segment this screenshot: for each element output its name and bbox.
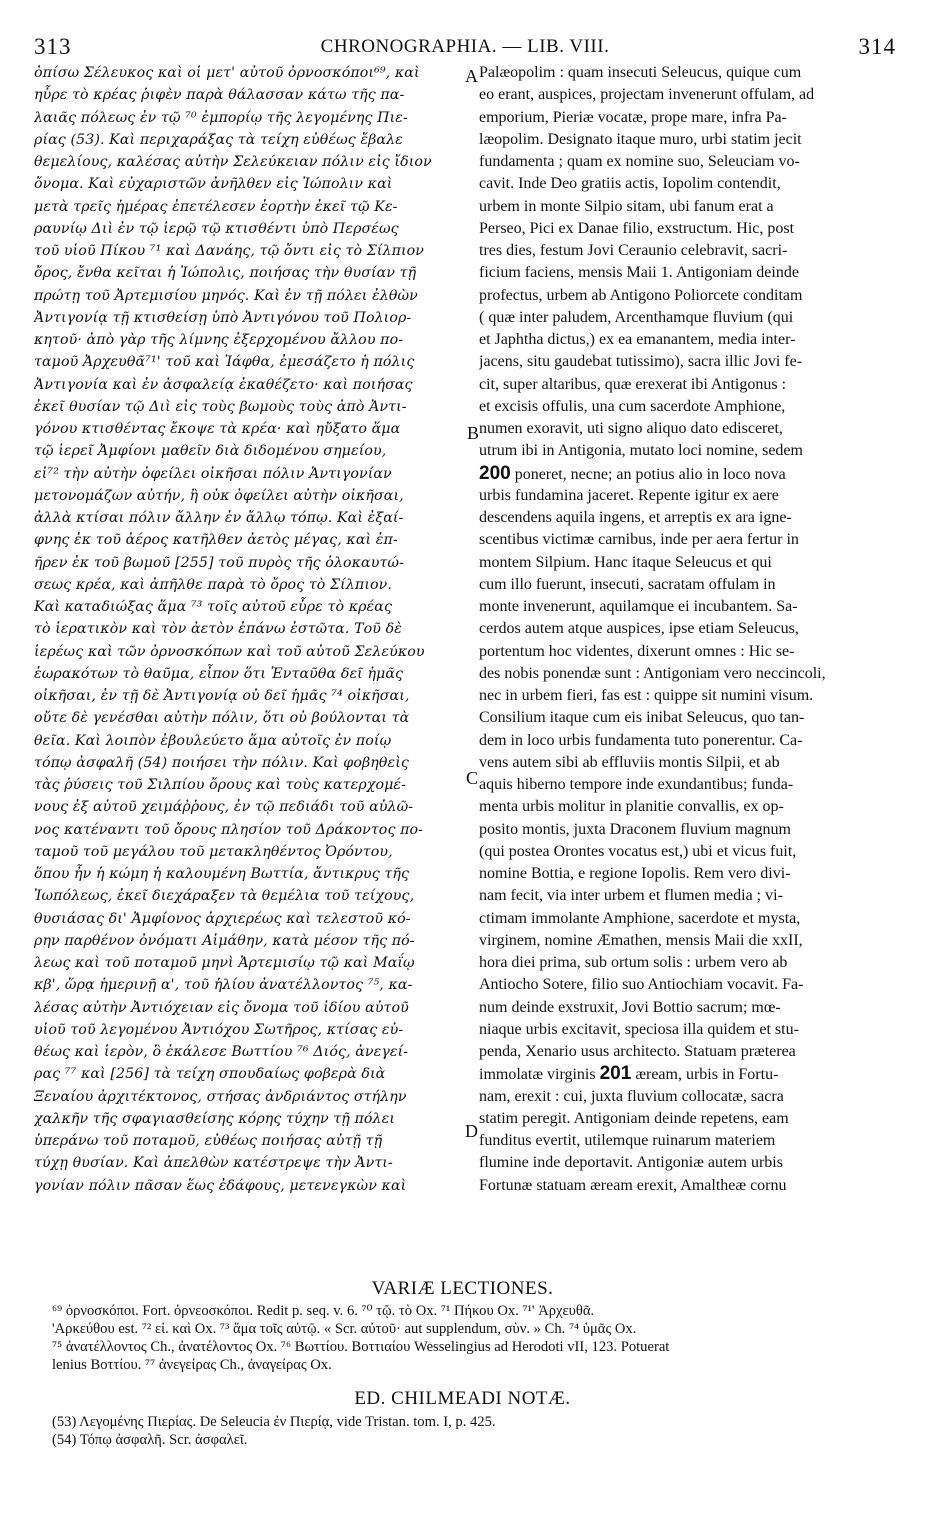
latin-text-line: flumine inde deportavit. Antigoniæ autem urbis <box>479 1154 783 1172</box>
greek-text-line: ὄρος, ἔνθα κεῖται ἡ Ἰώπολις, ποιήσας τὴν θυσίαν τῇ <box>34 265 417 282</box>
latin-text-line: emporium, Pieriæ vocatæ, prope mare, infra Pa- <box>479 108 787 126</box>
latin-text-line: niaque urbis excitavit, speciosa illa quidem et stu- <box>479 1020 799 1038</box>
greek-text-line: τύχῃ θυσίαν. Καὶ ἀπελθὼν κατέστρεψε τὴν Ἀντι- <box>34 1155 393 1172</box>
latin-text-line: læopolim. Designato itaque muro, urbi statim jecit <box>479 130 802 148</box>
variant-reading-line: 'Αρκεύθου est. ⁷² εἰ. καὶ Ox. ⁷³ ἅμα τοῖς αὐτῷ. « Scr. αὐτοῦ· aut supplendum, σὺν. » Ch. ⁷⁴ ὑμᾶς Ox. <box>52 1321 637 1337</box>
greek-text-line: ηὗρε τὸ κρέας ῥιφὲν παρὰ θάλασσαν κάτω τῆς πα- <box>34 87 405 104</box>
latin-text-line: nec in urbem fieri, fas est : quippe sit numini visum. <box>479 687 814 704</box>
latin-text-line: Perseo, Pici ex Danae filio, exstructum. Hic, post <box>479 219 795 237</box>
latin-text-line: hora diei prima, sub ortum solis : urbem vero ab <box>479 954 788 971</box>
latin-text-line: ( quæ inter paludem, Arcenthamque fluvium (qui <box>479 308 794 326</box>
greek-text-line: τῷ ἱερεῖ Ἀμφίονι μαθεῖν διὰ διδομένου σημείου, <box>34 443 387 460</box>
page-number-mark: 201 <box>599 1063 632 1085</box>
greek-text-line: ὄνομα. Καὶ εὐχαριστῶν ἀνῆλθεν εἰς Ἰώπολιν καὶ <box>34 176 393 193</box>
greek-text-line: νους ἐξ αὐτοῦ χειμάῤῥους, ἐν τῷ πεδιάδι τοῦ αὐλῶ- <box>34 799 414 816</box>
latin-text-line: num deinde exstruxit, Jovi Bottio sacrum; mœ- <box>479 998 781 1016</box>
greek-text-line: ἀλλὰ κτίσαι πόλιν ἄλλην ἐν ἄλλῳ τόπῳ. Καὶ ἐξαί- <box>34 510 404 526</box>
greek-text-line: ἑωρακότων τὸ θαῦμα, εἶπον ὅτι Ἐνταῦθα δεῖ ἡμᾶς <box>34 665 404 682</box>
greek-text-line: ἐκεῖ θυσίαν τῷ Διὶ εἰς τοὺς βωμοὺς τοὺς ἀπὸ Ἀντι- <box>34 398 407 415</box>
latin-text-line: virginem, nomine Æmathen, mensis Maii die xxII, <box>479 931 803 949</box>
latin-text-line: cum illo fuerunt, insecuti, sacratam offulam in <box>479 575 776 593</box>
greek-text-line: σεως κρέα, καὶ ἀπῆλθε παρὰ τὸ ὄρος τὸ Σίλπιον. <box>34 576 392 593</box>
greek-text-line: μετονομάζων αὐτήν, ἢ οὐκ ὀφείλει αὐτὴν οἰκῆσαι, <box>34 487 404 504</box>
greek-text-line: τοῦ υἱοῦ Πίκου ⁷¹ καὶ Δανάης, τῷ ὄντι εἰς τὸ Σίλπιον <box>34 243 425 259</box>
latin-text-line: immolatæ virginis 201 æream, urbis in Fortu- <box>479 1063 779 1085</box>
greek-text-line: ρας ⁷⁷ καὶ [256] τὰ τείχη σπουδαίως φοβερὰ διὰ <box>34 1066 386 1083</box>
latin-text-line: 200 poneret, necne; an potius alio in loco nova <box>479 462 786 484</box>
greek-text-line: πρώτῃ τοῦ Ἀρτεμισίου μηνός. Καὶ ἐν τῇ πόλει ἐλθὼν <box>34 287 418 304</box>
column-marker-d: D <box>465 1121 478 1141</box>
latin-text-line: et excisis offulis, una cum sacerdote Amphione, <box>479 397 786 415</box>
left-page-number: 313 <box>34 34 72 59</box>
variant-reading-line: lenius Βοττίου. ⁷⁷ ἀνεγείρας Ch., ἀναγείρας Ox. <box>52 1357 332 1373</box>
latin-text-line: descendens aquila ingens, et arreptis ex ara igne- <box>479 509 792 526</box>
latin-text-line: funditus evertit, utilemque ruinarum materiem <box>479 1132 776 1149</box>
latin-text-line: dem in loco urbis fundamenta tuto ponerentur. Ca- <box>479 731 803 749</box>
greek-text-line: νος κατέναντι τοῦ ὄρους πλησίον τοῦ Δράκοντος πο- <box>34 821 424 838</box>
greek-text-line: ραυνίῳ Διὶ ἐν τῷ ἱερῷ τῷ κτισθέντι ὑπὸ Περσέως <box>34 220 399 237</box>
greek-text-line: οἰκῆσαι, ἐν τῇ δὲ Ἀντιγονίᾳ οὐ δεῖ ἡμᾶς ⁷⁴ οἰκῆσαι, <box>34 688 410 704</box>
latin-text-line: Antiocho Sotere, filio suo Antiochiam vocavit. Fa- <box>479 976 804 994</box>
greek-text-line: μετὰ τρεῖς ἡμέρας ἐπετέλεσεν ἑορτὴν ἐκεῖ τῷ Κε- <box>34 198 398 215</box>
latin-text-line: tres dies, festum Jovi Ceraunio celebravit, sacri- <box>479 242 788 259</box>
latin-text-line: utrum ibi in Antigonia, mutato loci nomine, sedem <box>479 442 803 460</box>
greek-text-line: Ἰωπόλεως, ἐκεῖ διεχάραξεν τὰ θεμέλια τοῦ τείχους, <box>34 888 415 905</box>
greek-text-line: Ἀντιγονία καὶ ἐν ἀσφαλείᾳ ἐκαθέζετο· καὶ ποιήσας <box>34 376 413 393</box>
greek-text-line: λεως καὶ τοῦ ποταμοῦ μηνὶ Ἀρτεμισίῳ τῷ καὶ Μαΐῳ <box>34 955 415 971</box>
greek-text-line: Καὶ καταδιώξας ἅμα ⁷³ τοῖς αὐτοῦ εὗρε τὸ κρέας <box>34 599 392 615</box>
column-marker-a: A <box>465 66 478 86</box>
latin-text-line: cavit. Inde Deo gratiis actis, Iopolim contendit, <box>479 175 781 193</box>
latin-text-line: aquis hiberno tempore inde exundantibus; funda- <box>479 776 794 793</box>
greek-text-line: υἱοῦ τοῦ λεγομένου Ἀντιόχου Σωτῆρος, κτίσας εὐ- <box>34 1021 404 1038</box>
chilmead-notes-title: ED. CHILMEADI NOTÆ. <box>354 1388 571 1409</box>
latin-text-line: nam, erexit : cui, juxta fluvium collocatæ, sacra <box>479 1087 784 1105</box>
greek-text-line: θέως καὶ ἱερὸν, ὃ ἐκάλεσε Βωττίου ⁷⁶ Διός, ἀνεγεί- <box>34 1044 409 1060</box>
latin-text-line: cit, super altaribus, quæ erexerat ibi Antigonus : <box>479 375 787 393</box>
greek-text-line: χαλκῆν τῆς σφαγιασθείσης κόρης τύχην τῇ πόλει <box>34 1110 396 1127</box>
latin-text-line: fundamenta ; quam ex nomine suo, Seleuciam vo- <box>479 153 800 170</box>
latin-text-line: nam fecit, via inter urbem et flumen media ; vi- <box>479 887 783 905</box>
latin-text-line: et Japhtha dictus,) ex ea emanantem, media inter- <box>479 331 796 348</box>
greek-text-line: θυσιάσας δι' Ἀμφίονος ἀρχιερέως καὶ τελεστοῦ κό- <box>34 910 411 927</box>
latin-text-line: menta urbis molitur in planitie convallis, ex op- <box>479 798 784 816</box>
latin-text-line: urbis fundamina jaceret. Repente igitur ex aere <box>479 486 779 504</box>
greek-text-line: ταμοῦ τοῦ μεγάλου τοῦ μετακληθέντος Ὀρόντου, <box>34 843 393 860</box>
greek-text-line: ῆρεν ἐκ τοῦ βωμοῦ [255] τοῦ πυρὸς τῆς ὁλοκαυτώ- <box>34 554 404 571</box>
latin-text-line: Fortunæ statuam æream erexit, Amaltheæ cornu <box>479 1176 787 1194</box>
greek-text-column <box>34 62 462 1197</box>
latin-text-line: Palæopolim : quam insecuti Seleucus, quique cum <box>479 64 802 81</box>
greek-text-line: κητοῦ· ἀπὸ γὰρ τῆς λίμνης ἐξερχομένου ἄλλου πο- <box>34 332 404 348</box>
latin-text-line: ficium faciens, mensis Maii 1. Antigoniam deinde <box>479 264 799 282</box>
greek-text-line: οὔτε δὲ γενέσθαι αὐτὴν πόλιν, ὅτι οὐ βούλονται τὰ <box>34 710 410 727</box>
greek-text-line: θεμελίους, καλέσας αὐτὴν Σελεύκειαν πόλιν εἰς ἴδιον <box>34 154 432 170</box>
latin-text-line: urbem in monte Silpio sitam, ubi fanum erat a <box>479 197 774 215</box>
column-marker-c: C <box>466 768 479 788</box>
editor-note-line: (54) Τόπῳ ἀσφαλῆ. Scr. ἀσφαλεῖ. <box>52 1432 248 1448</box>
variant-reading-line: ⁶⁹ ὀρνοσκόποι. Fort. ὀρνεοσκόποι. Redit p. seq. v. 6. ⁷⁰ τῷ. τὸ Ox. ⁷¹ Πήκου Ox. ⁷¹' Ἀρχευθᾶ. <box>52 1303 595 1319</box>
latin-text-line: penda, Xenario usus architecto. Statuam præterea <box>479 1043 796 1060</box>
chilmead-notes <box>52 1413 897 1449</box>
right-page-number: 314 <box>858 34 896 59</box>
variae-lectiones-title: VARIÆ LECTIONES. <box>371 1278 554 1299</box>
latin-text-line: numen exoravit, uti signo aliquo dato edisceret, <box>479 420 783 437</box>
greek-text-line: εἰ⁷² τὴν αὐτὴν ὀφείλει οἰκῆσαι πόλιν Ἀντιγονίαν <box>34 465 392 482</box>
latin-text-line: vens autem sibi ab effluviis montis Silpii, et ab <box>479 753 780 771</box>
column-marker-b: B <box>467 423 480 443</box>
latin-text-line: nomine Bottia, e regione Iopolis. Rem vero divi- <box>479 865 791 882</box>
latin-text-line: statim peregit. Antigoniam deinde repetens, eam <box>479 1109 789 1127</box>
greek-text-line: ταμοῦ Ἀρχευθᾶ⁷¹' τοῦ καὶ Ἰάφθα, ἐμεσάζετο ἡ πόλις <box>34 354 415 371</box>
greek-text-line: φνης ἐκ τοῦ ἀέρος κατῆλθεν ἀετὸς μέγας, καὶ ἐπ- <box>34 532 398 549</box>
greek-text-line: τόπῳ ἀσφαλῆ (54) ποιήσει τὴν πόλιν. Καὶ φοβηθεὶς <box>34 754 409 771</box>
latin-text-line: eo erant, auspices, projectam invenerunt offulam, ad <box>479 86 815 104</box>
greek-text-line: Ἀντιγονίᾳ τῇ κτισθείσῃ ὑπὸ Ἀντιγόνου τοῦ Πολιορ- <box>34 309 412 326</box>
greek-text-line: λέσας αὐτὴν Ἀντιόχειαν εἰς ὄνομα τοῦ ἰδίου αὐτοῦ <box>34 999 409 1016</box>
greek-text-line: τὰς ῥύσεις τοῦ Σιλπίου ὄρους καὶ τοὺς κατερχομέ- <box>34 777 407 793</box>
latin-text-line: montem Silpium. Hanc itaque Seleucus et qui <box>479 553 772 571</box>
latin-text-line: portentum hoc videntes, dixerunt omnes : Hic se- <box>479 642 795 660</box>
greek-text-line: ὑπεράνω τοῦ ποταμοῦ, εὐθέως ποιήσας αὐτῇ τῇ <box>34 1133 383 1149</box>
latin-text-column <box>479 62 897 1197</box>
greek-text-line: ὅπου ἦν ἡ κώμη ἡ καλουμένη Βωττία, ἄντικρυς τῆς <box>34 866 410 882</box>
running-title: CHRONOGRAPHIA. — LIB. VIII. <box>320 36 610 57</box>
greek-text-line: γόνου κτισθέντας ἔκοψε τὰ κρέα· καὶ ηὔξατο ἅμα <box>34 421 401 437</box>
greek-text-line: ρην παρθένον ὀνόματι Αἰμάθην, κατὰ μέσον τῆς πό- <box>34 932 415 949</box>
variae-lectiones-notes <box>52 1302 897 1374</box>
greek-text-line: ἱερέως καὶ τῶν ὀρνοσκόπων καὶ τοῦ αὐτοῦ Σελεύκου <box>34 643 425 660</box>
latin-text-line: (qui postea Orontes vocatus est,) ubi et vicus fuit, <box>479 842 797 860</box>
latin-text-line: profectus, urbem ab Antigono Poliorcete conditam <box>479 286 803 304</box>
page-header <box>34 34 896 60</box>
latin-text-line: scentibus victimæ carnibus, inde per aera fertur in <box>479 531 799 549</box>
greek-text-line: Ξεναίου ἀρχιτέκτονος, στήσας ἀνδριάντος στήλην <box>34 1088 407 1105</box>
editor-note-line: (53) Λεγομένης Πιερίας. De Seleucia ἐν Πιερίᾳ, vide Tristan. tom. I, p. 425. <box>52 1414 496 1430</box>
latin-text-line: ctimam immolante Amphione, sacerdote et mysta, <box>479 909 801 927</box>
greek-text-line: ρίας (53). Καὶ περιχαράξας τὰ τείχη εὐθέως ἔβαλε <box>34 131 403 148</box>
latin-text-line: Consilium itaque cum eis inibat Seleucus, quo tan- <box>479 709 805 727</box>
latin-text-line: monte invenerunt, aquilamque ei incubantem. Sa- <box>479 598 798 615</box>
greek-text-line: κβ', ὥρᾳ ἡμερινῇ α', τοῦ ἡλίου ἀνατέλλοντος ⁷⁵, κα- <box>34 977 413 994</box>
greek-text-line: θεῖα. Καὶ λοιπὸν ἐβουλεύετο ἅμα αὐτοῖς ἐν ποίῳ <box>34 732 392 749</box>
page-number-mark: 200 <box>479 462 511 484</box>
greek-text-line: τὸ ἱερατικὸν καὶ τὸν ἀετὸν ἐπάνω ἑστῶτα. Τοῦ δὲ <box>34 621 402 638</box>
variant-reading-line: ⁷⁵ ἀνατέλλοντος Ch., ἀνατέλοντος Ox. ⁷⁶ Βωττίου. Βοττιαίου Wesselingius ad Herodoti vII, 123. Potuerat <box>52 1339 670 1355</box>
latin-text-line: des nobis ponendæ sunt : Antigoniam vero neccincoli, <box>479 664 826 682</box>
latin-text-line: posito montis, juxta Draconem fluvium magnum <box>479 820 791 838</box>
greek-text-line: γονίαν πόλιν πᾶσαν ἕως ἐδάφους, μετενεγκὼν καὶ <box>34 1177 407 1194</box>
latin-text-line: cerdos autem atque auspices, ipse etiam Seleucus, <box>479 620 799 638</box>
greek-text-line: λαιᾶς πόλεως ἐν τῷ ⁷⁰ ἐμπορίῳ τῆς λεγομένης Πιε- <box>34 109 408 126</box>
latin-text-line: jacens, situ gaudebat tutissimo), sacra illic Jovi fe- <box>479 353 803 371</box>
greek-text-line: ὀπίσω Σέλευκος καὶ οἱ μετ' αὐτοῦ ὀρνοσκόποι⁶⁹, καὶ <box>34 65 420 81</box>
